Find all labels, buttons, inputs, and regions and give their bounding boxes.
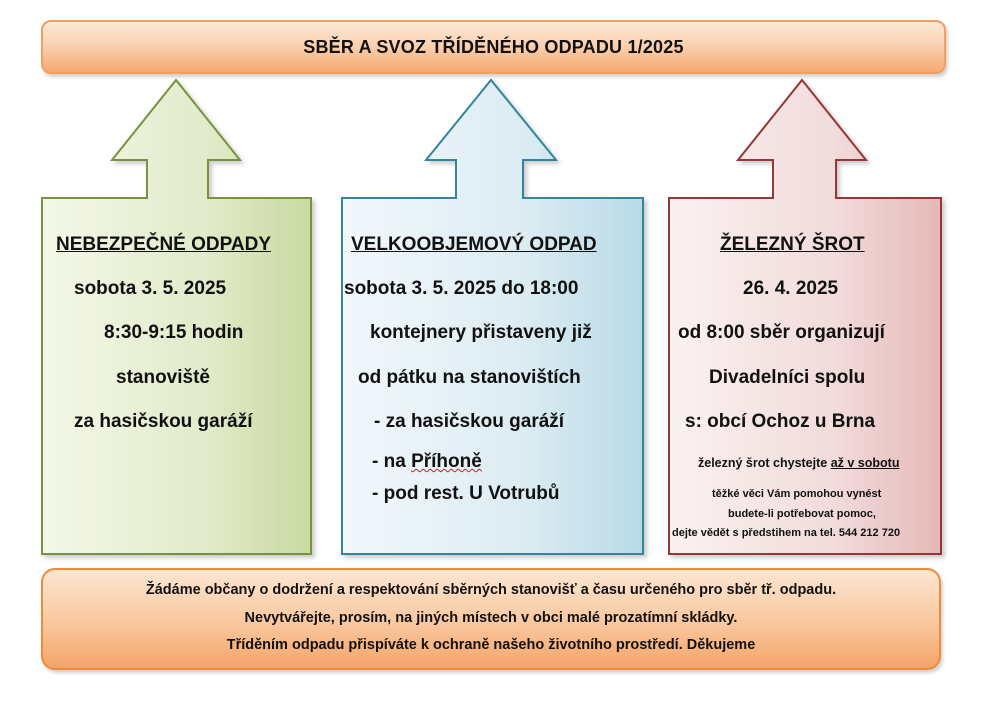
location: za hasičskou garáží	[74, 411, 253, 432]
help-note-3: dejte vědět s předstihem na tel. 544 212 720	[672, 527, 901, 539]
location-2	[372, 451, 482, 474]
prep-note-text: železný šrot chystejte	[698, 456, 831, 470]
date: 26. 4. 2025	[743, 278, 839, 299]
scrap-metal-panel	[669, 198, 941, 554]
location-2-prefix: - na	[372, 451, 412, 472]
footer-notice	[41, 568, 941, 670]
prep-note	[698, 456, 899, 471]
panel-title: NEBEZPEČNÉ ODPADY	[56, 234, 272, 255]
organizer-line-1: od 8:00 sběr organizují	[678, 322, 885, 343]
location-3: - pod rest. U Votrubů	[372, 483, 560, 504]
organizer-line-3: s: obcí Ochoz u Brna	[685, 411, 876, 432]
containers-note: kontejnery přistaveny již	[370, 322, 592, 343]
organizer-line-2: Divadelníci spolu	[709, 367, 866, 388]
time: 8:30-9:15 hodin	[104, 322, 244, 343]
hazardous-waste-panel	[42, 198, 312, 554]
location-1: - za hasičskou garáží	[374, 411, 565, 432]
date: sobota 3. 5. 2025	[74, 278, 227, 299]
help-note-2: budete-li potřebovat pomoc,	[728, 508, 876, 520]
bulky-waste-panel	[342, 198, 644, 554]
footer-line-3: Tříděním odpadu přispíváte k ochraně našeho životního prostředí. Děkujeme	[226, 637, 756, 653]
location-2-name: Příhoně	[411, 451, 482, 472]
footer-line-2: Nevytvářejte, prosím, na jiných místech v obci malé prozatímní skládky.	[244, 610, 738, 626]
panel-title: ŽELEZNÝ ŠROT	[720, 234, 865, 255]
date: sobota 3. 5. 2025 do 18:00	[344, 278, 579, 299]
location-label: stanoviště	[116, 367, 210, 388]
panel-title: VELKOOBJEMOVÝ ODPAD	[351, 234, 597, 255]
help-note-1: těžké věci Vám pomohou vynést	[712, 488, 882, 500]
prep-note-emphasis: až v sobotu	[830, 456, 900, 470]
page-title: SBĚR A SVOZ TŘÍDĚNÉHO ODPADU 1/2025	[303, 36, 684, 57]
containers-note-2: od pátku na stanovištích	[358, 367, 581, 388]
footer-line-1: Žádáme občany o dodržení a respektování sběrných stanovišť a času určeného pro sběr tř. odpadu.	[145, 582, 837, 598]
